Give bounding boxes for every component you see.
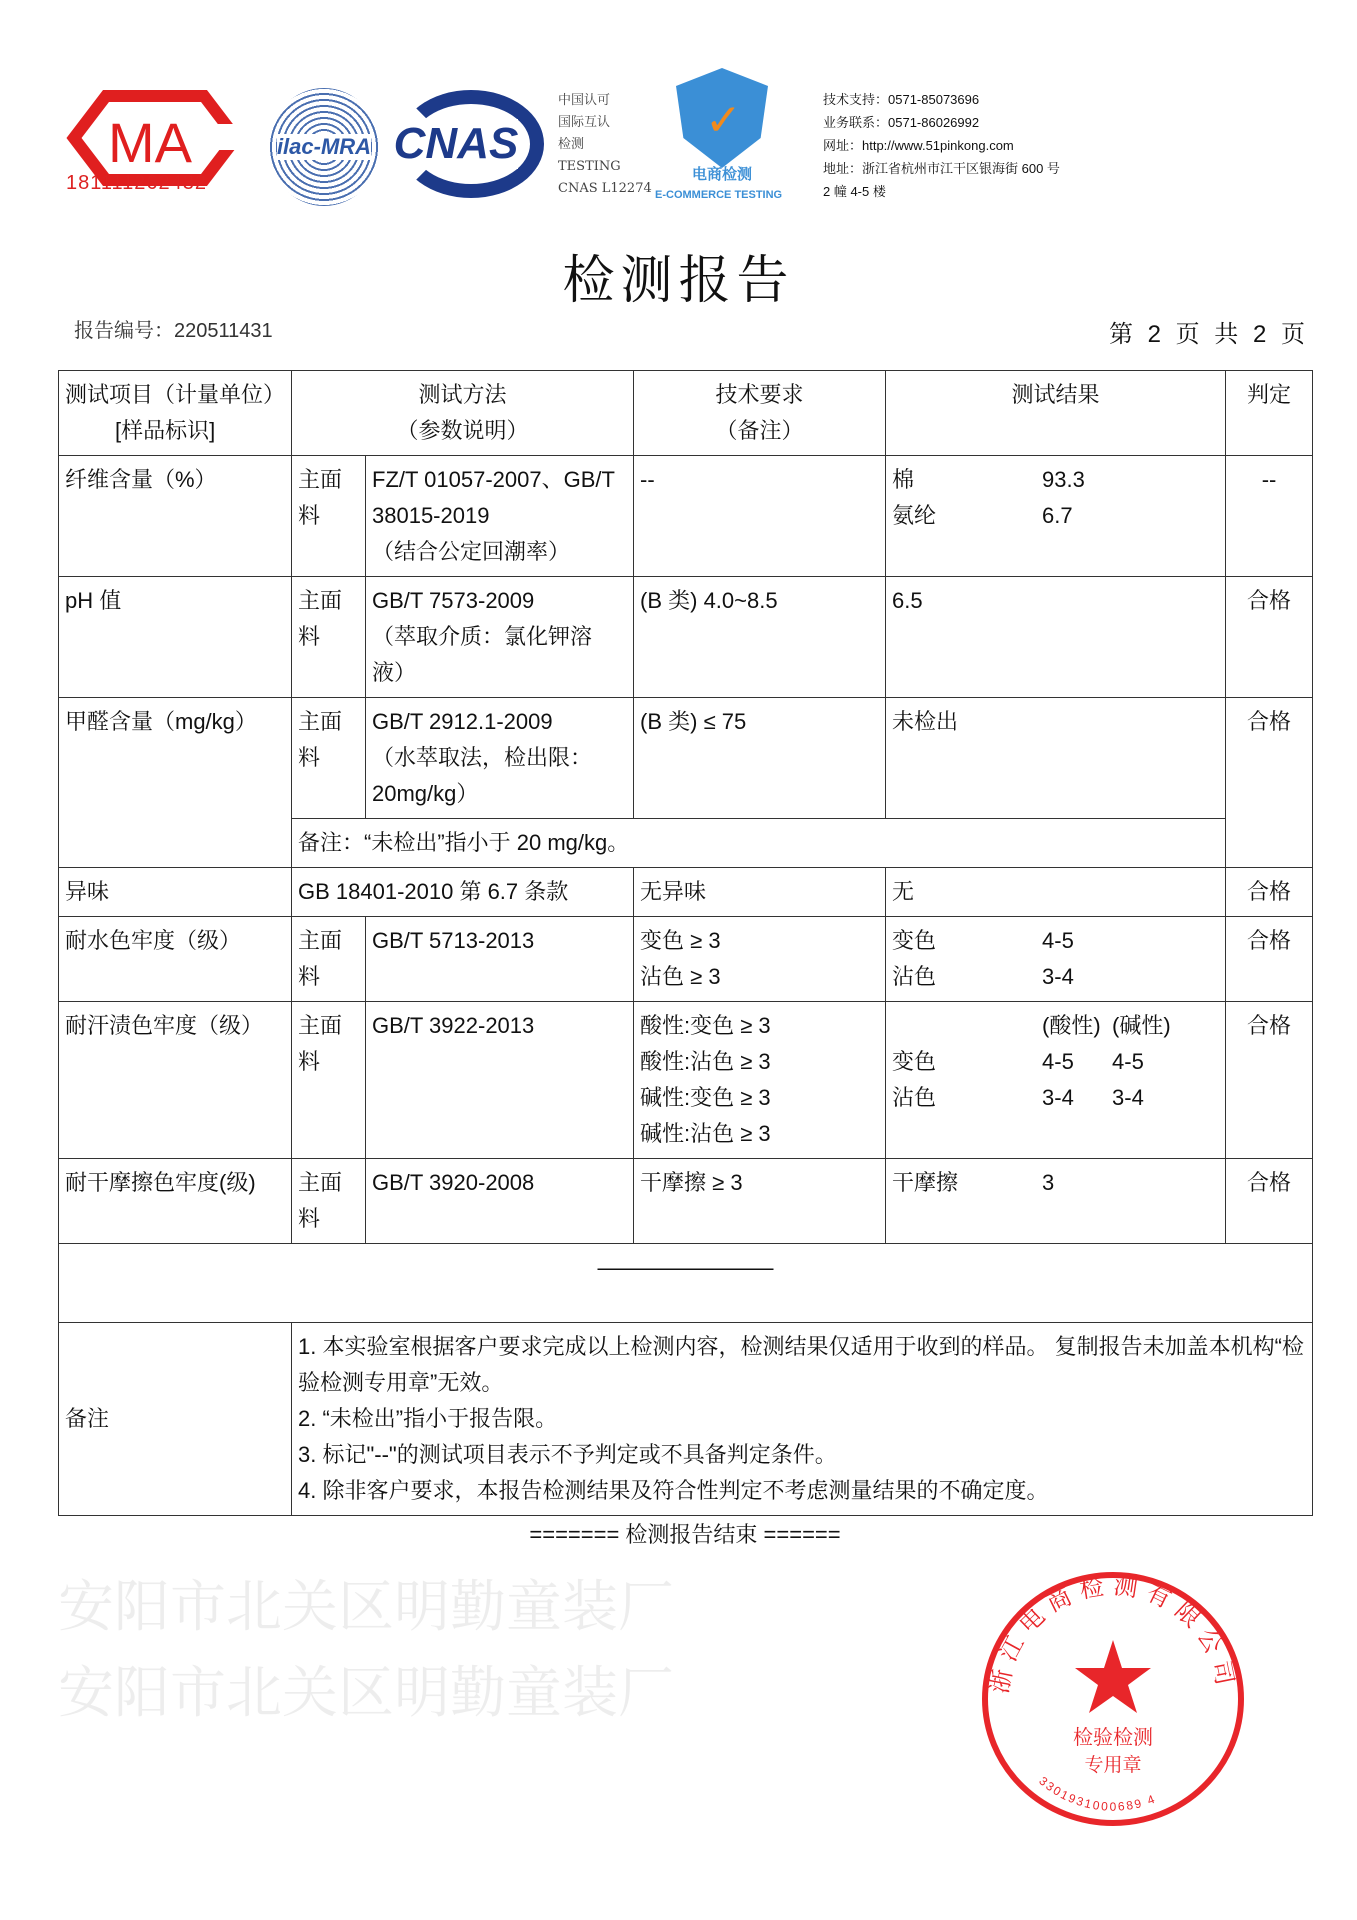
table-cell: 未检出 xyxy=(886,698,1226,819)
results-table xyxy=(58,370,1313,1516)
table-cell: (B 类) 4.0~8.5 xyxy=(634,577,886,698)
table-cell: -- xyxy=(1226,456,1313,577)
svg-text:专用章: 专用章 xyxy=(1084,1755,1142,1776)
table-cell: 技术要求 （备注） xyxy=(634,371,886,456)
svg-text:3301931000689 4: 3301931000689 4 xyxy=(1036,1773,1159,1814)
table-cell: FZ/T 01057-2007、GB/T 38015-2019 （结合公定回潮率） xyxy=(366,456,634,577)
watermark-area xyxy=(58,1574,718,1726)
table-row xyxy=(59,1002,1313,1159)
table-cell: 纤维含量（%） xyxy=(59,456,292,577)
table-row xyxy=(59,577,1313,698)
table-cell: 1. 本实验室根据客户要求完成以上检测内容，检测结果仅适用于收到的样品。 复制报告未加盖本机构“检验检测专用章”无效。 2. “未检出”指小于报告限。 3. 标记"--"的测试项目表示不予判定或不具备判定条件。 4. 除非客户要求，本报告检测结果及符合性判定不考虑测量结果的不确定度。 xyxy=(292,1323,1313,1516)
table-cell: 变色 4-5 沾色 3-4 xyxy=(886,917,1226,1002)
table-cell: 合格 xyxy=(1226,917,1313,1002)
table-cell: 耐干摩擦色牢度(级) xyxy=(59,1159,292,1244)
table-cell: 主面料 xyxy=(292,456,366,577)
table-cell: pH 值 xyxy=(59,577,292,698)
table-row xyxy=(59,868,1313,917)
table-cell: 耐水色牢度（级） xyxy=(59,917,292,1002)
company-seal xyxy=(978,1568,1248,1830)
table-cell: 备注：“未检出”指小于 20 mg/kg。 xyxy=(292,819,1226,868)
table-cell: 酸性:变色 ≥ 3 酸性:沾色 ≥ 3 碱性:变色 ≥ 3 碱性:沾色 ≥ 3 xyxy=(634,1002,886,1159)
table-cell: ———————— xyxy=(59,1244,1313,1323)
table-cell: 6.5 xyxy=(886,577,1226,698)
table-cell: (B 类) ≤ 75 xyxy=(634,698,886,819)
checkmark-icon: ✓ xyxy=(705,96,742,145)
ecommerce-en: E-COMMERCE TESTING xyxy=(655,189,783,201)
svg-text:浙江电商检测有限公司: 浙江电商检测有限公司 xyxy=(986,1572,1240,1696)
table-cell: GB/T 5713-2013 xyxy=(366,917,634,1002)
ecommerce-cn: 电商检测 xyxy=(691,166,752,183)
table-cell: 甲醛含量（mg/kg） xyxy=(59,698,292,868)
cnas-logo: CNAS xyxy=(398,90,544,198)
table-cell: GB/T 7573-2009 （萃取介质：氯化钾溶 液） xyxy=(366,577,634,698)
table-cell: 耐汗渍色牢度（级） xyxy=(59,1002,292,1159)
table-cell: 测试方法 （参数说明） xyxy=(292,371,634,456)
page-info: 第 2 页 共 2 页 xyxy=(1108,321,1309,348)
report-body xyxy=(58,370,1312,1726)
table-row xyxy=(59,1159,1313,1244)
table-cell: 主面料 xyxy=(292,577,366,698)
table-cell: 无 xyxy=(886,868,1226,917)
table-cell: 主面料 xyxy=(292,917,366,1002)
table-header xyxy=(59,371,1313,456)
report-title: 检测报告 xyxy=(562,251,795,311)
table-cell: 变色 ≥ 3 沾色 ≥ 3 xyxy=(634,917,886,1002)
table-cell: GB/T 2912.1-2009 （水萃取法，检出限： 20mg/kg） xyxy=(366,698,634,819)
report-end-text: ======= 检测报告结束 ====== xyxy=(529,1522,841,1547)
table-cell: 合格 xyxy=(1226,868,1313,917)
table-cell: 无异味 xyxy=(634,868,886,917)
table-cell: -- xyxy=(634,456,886,577)
table-cell: 主面料 xyxy=(292,698,366,819)
table-cell: 备注 xyxy=(59,1323,292,1516)
ilac-mra-logo: ilac-MRA xyxy=(268,88,380,206)
cnas-accreditation-text: 中国认可 国际互认 检测 TESTING CNAS L12274 xyxy=(558,93,652,196)
table-cell: 主面料 xyxy=(292,1159,366,1244)
table-cell: 异味 xyxy=(59,868,292,917)
table-cell: (酸性) (碱性) 变色 4-5 4-5 沾色 3-4 3-4 xyxy=(886,1002,1226,1159)
svg-text:MA: MA xyxy=(108,111,192,174)
separator-row xyxy=(59,1244,1313,1323)
report-number: 报告编号：220511431 xyxy=(74,320,273,342)
remarks-row xyxy=(59,1323,1313,1516)
table-cell: 棉 93.3 氨纶 6.7 xyxy=(886,456,1226,577)
contact-info: 技术支持：0571-85073696 业务联系：0571-86026992 网址：http://www.51pinkong.com 地址：浙江省杭州市江干区银海街 600 号 2 幢 4-5 楼 xyxy=(823,92,1060,199)
table-cell: 主面料 xyxy=(292,1002,366,1159)
table-cell: 合格 xyxy=(1226,1002,1313,1159)
table-cell: 合格 xyxy=(1226,577,1313,698)
table-cell: 判定 xyxy=(1226,371,1313,456)
table-cell: 干摩擦 ≥ 3 xyxy=(634,1159,886,1244)
svg-text:检验检测: 检验检测 xyxy=(1073,1727,1153,1749)
table-row xyxy=(59,456,1313,577)
cma-number: 181111262432 xyxy=(66,172,208,194)
table-cell: 干摩擦 3 xyxy=(886,1159,1226,1244)
table-cell: 测试项目（计量单位） [样品标识] xyxy=(59,371,292,456)
table-cell: 合格 xyxy=(1226,1159,1313,1244)
table-row xyxy=(59,917,1313,1002)
table-cell: GB/T 3922-2013 xyxy=(366,1002,634,1159)
table-row xyxy=(59,698,1313,819)
table-cell: 测试结果 xyxy=(886,371,1226,456)
table-cell: GB 18401-2010 第 6.7 条款 xyxy=(292,868,634,917)
watermark: 安阳市北关区明勤童装厂 xyxy=(58,1575,674,1638)
watermark-2: 安阳市北关区明勤童装厂 xyxy=(58,1661,674,1724)
table-cell: GB/T 3920-2008 xyxy=(366,1159,634,1244)
table-cell: 合格 xyxy=(1226,698,1313,868)
